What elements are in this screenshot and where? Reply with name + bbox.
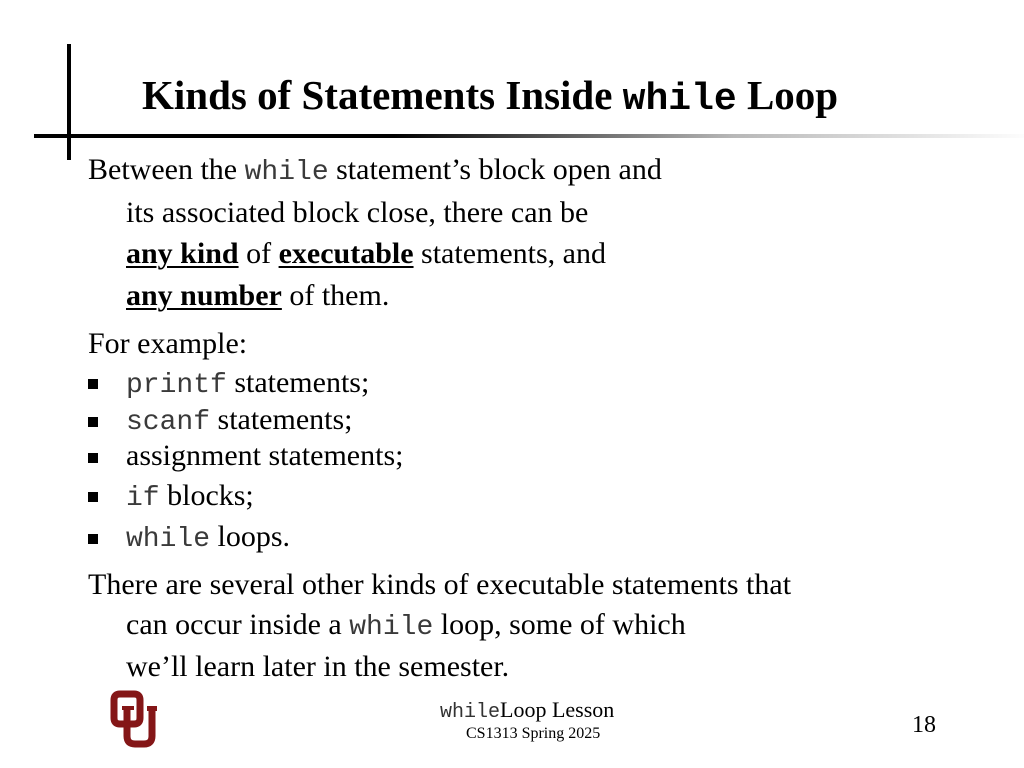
slide-title xyxy=(142,70,838,125)
para1-line3 xyxy=(126,236,606,272)
footer-course: CS1313 Spring 2025 xyxy=(466,725,601,742)
footer-code: while xyxy=(440,701,501,724)
bullet-text: blocks; xyxy=(167,479,254,512)
title-horizontal-rule xyxy=(34,134,1024,138)
para1-line2: its associated block close, there can be xyxy=(126,196,589,229)
title-vertical-rule xyxy=(67,44,71,160)
footer-text: Loop Lesson xyxy=(500,697,615,722)
bullet-code: if xyxy=(126,483,160,514)
para2-line1: There are several other kinds of executable statements that xyxy=(88,568,792,601)
bullet-item xyxy=(126,365,369,404)
para2-text-b: loop, some of which xyxy=(440,608,686,641)
para1-text-statements: statements, and xyxy=(421,237,606,270)
bullet-text: statements; xyxy=(234,366,370,399)
title-text: Kinds of Statements Inside xyxy=(142,72,613,118)
bullet-item xyxy=(126,438,403,474)
para2-line2 xyxy=(126,607,686,646)
bullet-item xyxy=(126,402,353,441)
para2-line3: we’ll learn later in the semester. xyxy=(126,650,510,683)
bullet-item xyxy=(126,478,254,517)
para1-line4 xyxy=(126,278,389,314)
emphasis-executable: executable xyxy=(278,237,414,270)
emphasis-any-number: any number xyxy=(126,279,282,312)
bullet-text: assignment statements; xyxy=(126,439,404,472)
footer-lesson-title xyxy=(440,697,614,724)
square-bullet-icon xyxy=(88,379,98,389)
bullet-item xyxy=(126,519,290,558)
square-bullet-icon xyxy=(88,534,98,544)
page-number: 18 xyxy=(912,712,936,738)
para1-text: Between the xyxy=(88,153,238,186)
title-text-end: Loop xyxy=(746,72,839,118)
square-bullet-icon xyxy=(88,453,98,463)
square-bullet-icon xyxy=(88,417,98,427)
bullet-code: printf xyxy=(126,370,227,401)
title-code: while xyxy=(622,78,737,121)
bullet-code: scanf xyxy=(126,407,211,438)
para1-text-of-them: of them. xyxy=(289,279,390,312)
para1-line1 xyxy=(88,152,662,191)
for-example-label: For example: xyxy=(88,327,248,360)
emphasis-any-kind: any kind xyxy=(126,237,239,270)
bullet-code: while xyxy=(126,524,211,555)
square-bullet-icon xyxy=(88,492,98,502)
para2-text: can occur inside a xyxy=(126,608,342,641)
para1-code: while xyxy=(244,157,329,188)
para1-text-b: statement’s block open and xyxy=(336,153,662,186)
para2-code: while xyxy=(349,612,434,643)
para1-text-of: of xyxy=(246,237,272,270)
bullet-text: statements; xyxy=(217,403,353,436)
bullet-text: loops. xyxy=(217,520,291,553)
ou-logo-icon xyxy=(110,688,158,750)
